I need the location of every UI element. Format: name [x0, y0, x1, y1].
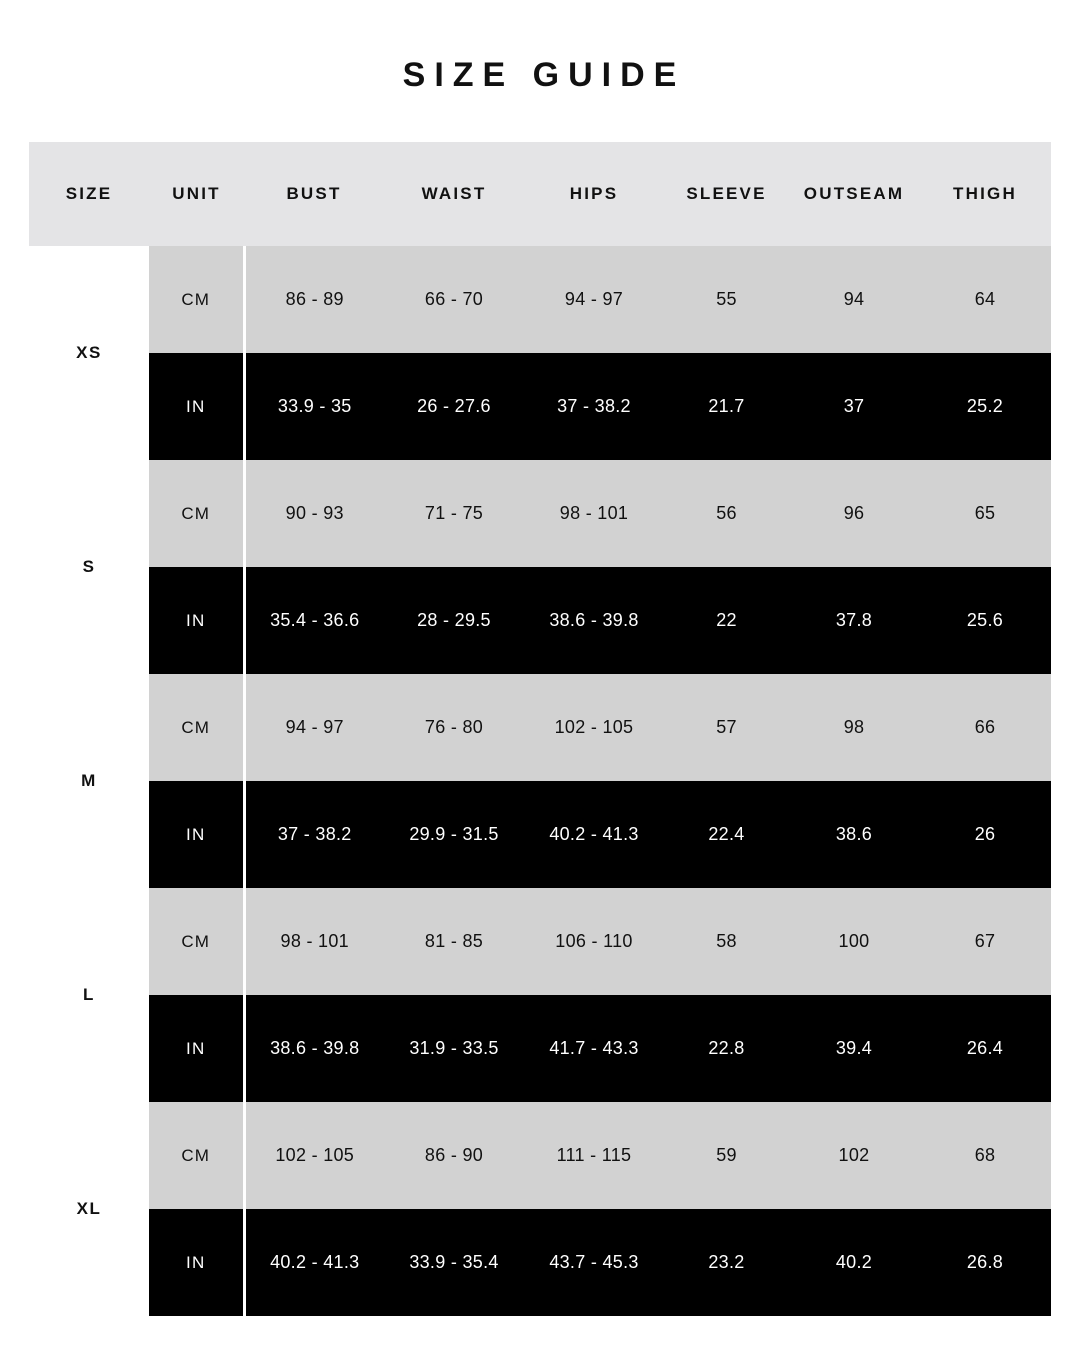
table-header: [29, 142, 1051, 246]
cell-waist-cm: 66 - 70: [384, 246, 524, 353]
cell-hips-cm: 106 - 110: [524, 888, 664, 995]
cell-sleeve-cm: 59: [664, 1102, 789, 1209]
cell-sleeve-in: 23.2: [664, 1209, 789, 1316]
cell-outseam-cm: 100: [789, 888, 919, 995]
unit-cell-cm: CM: [149, 246, 244, 353]
cell-sleeve-in: 22: [664, 567, 789, 674]
cell-sleeve-in: 22.4: [664, 781, 789, 888]
table-row: [29, 781, 1051, 888]
cell-sleeve-cm: 55: [664, 246, 789, 353]
cell-bust-in: 33.9 - 35: [244, 353, 384, 460]
unit-cell-cm: CM: [149, 460, 244, 567]
cell-outseam-in: 39.4: [789, 995, 919, 1102]
cell-outseam-in: 37.8: [789, 567, 919, 674]
cell-waist-in: 31.9 - 33.5: [384, 995, 524, 1102]
cell-hips-in: 41.7 - 43.3: [524, 995, 664, 1102]
cell-thigh-in: 26.8: [919, 1209, 1051, 1316]
cell-sleeve-in: 22.8: [664, 995, 789, 1102]
table-row: [29, 460, 1051, 567]
cell-waist-in: 29.9 - 31.5: [384, 781, 524, 888]
cell-hips-in: 38.6 - 39.8: [524, 567, 664, 674]
cell-sleeve-in: 21.7: [664, 353, 789, 460]
cell-sleeve-cm: 57: [664, 674, 789, 781]
cell-sleeve-cm: 56: [664, 460, 789, 567]
cell-outseam-in: 37: [789, 353, 919, 460]
table-row: [29, 995, 1051, 1102]
cell-waist-cm: 76 - 80: [384, 674, 524, 781]
cell-waist-cm: 81 - 85: [384, 888, 524, 995]
size-label-xs: XS: [29, 246, 149, 460]
cell-bust-in: 40.2 - 41.3: [244, 1209, 384, 1316]
column-header-size: SIZE: [29, 142, 149, 246]
cell-hips-cm: 94 - 97: [524, 246, 664, 353]
cell-outseam-in: 40.2: [789, 1209, 919, 1316]
cell-bust-in: 38.6 - 39.8: [244, 995, 384, 1102]
unit-cell-cm: CM: [149, 674, 244, 781]
unit-cell-cm: CM: [149, 888, 244, 995]
unit-cell-in: IN: [149, 1209, 244, 1316]
cell-thigh-cm: 66: [919, 674, 1051, 781]
size-guide-table: [29, 142, 1051, 1316]
unit-cell-in: IN: [149, 353, 244, 460]
cell-bust-cm: 86 - 89: [244, 246, 384, 353]
column-header-outseam: OUTSEAM: [789, 142, 919, 246]
table-row: [29, 567, 1051, 674]
column-header-sleeve: SLEEVE: [664, 142, 789, 246]
cell-hips-in: 40.2 - 41.3: [524, 781, 664, 888]
cell-hips-in: 37 - 38.2: [524, 353, 664, 460]
cell-thigh-cm: 64: [919, 246, 1051, 353]
table-row: [29, 1209, 1051, 1316]
cell-thigh-in: 26.4: [919, 995, 1051, 1102]
cell-bust-cm: 98 - 101: [244, 888, 384, 995]
cell-waist-in: 26 - 27.6: [384, 353, 524, 460]
cell-bust-cm: 94 - 97: [244, 674, 384, 781]
unit-cell-in: IN: [149, 995, 244, 1102]
column-header-unit: UNIT: [149, 142, 244, 246]
cell-thigh-cm: 67: [919, 888, 1051, 995]
cell-thigh-cm: 65: [919, 460, 1051, 567]
table-row: [29, 674, 1051, 781]
page-title: SIZE GUIDE: [402, 56, 686, 94]
cell-bust-cm: 90 - 93: [244, 460, 384, 567]
cell-bust-in: 37 - 38.2: [244, 781, 384, 888]
cell-outseam-in: 38.6: [789, 781, 919, 888]
cell-waist-in: 33.9 - 35.4: [384, 1209, 524, 1316]
size-label-l: L: [29, 888, 149, 1102]
table-row: [29, 1102, 1051, 1209]
cell-thigh-in: 26: [919, 781, 1051, 888]
unit-cell-in: IN: [149, 567, 244, 674]
cell-thigh-in: 25.2: [919, 353, 1051, 460]
column-header-hips: HIPS: [524, 142, 664, 246]
table-row: [29, 353, 1051, 460]
cell-bust-cm: 102 - 105: [244, 1102, 384, 1209]
cell-hips-cm: 111 - 115: [524, 1102, 664, 1209]
cell-waist-in: 28 - 29.5: [384, 567, 524, 674]
column-header-waist: WAIST: [384, 142, 524, 246]
cell-outseam-cm: 96: [789, 460, 919, 567]
header-row: [29, 142, 1051, 246]
cell-sleeve-cm: 58: [664, 888, 789, 995]
cell-outseam-cm: 98: [789, 674, 919, 781]
cell-outseam-cm: 102: [789, 1102, 919, 1209]
column-header-thigh: THIGH: [919, 142, 1051, 246]
table-row: [29, 246, 1051, 353]
table-body: [29, 246, 1051, 1316]
size-label-m: M: [29, 674, 149, 888]
column-header-bust: BUST: [244, 142, 384, 246]
cell-bust-in: 35.4 - 36.6: [244, 567, 384, 674]
unit-cell-in: IN: [149, 781, 244, 888]
cell-thigh-cm: 68: [919, 1102, 1051, 1209]
size-label-s: S: [29, 460, 149, 674]
unit-cell-cm: CM: [149, 1102, 244, 1209]
table-row: [29, 888, 1051, 995]
cell-thigh-in: 25.6: [919, 567, 1051, 674]
cell-waist-cm: 71 - 75: [384, 460, 524, 567]
cell-hips-in: 43.7 - 45.3: [524, 1209, 664, 1316]
cell-hips-cm: 102 - 105: [524, 674, 664, 781]
cell-waist-cm: 86 - 90: [384, 1102, 524, 1209]
cell-outseam-cm: 94: [789, 246, 919, 353]
size-label-xl: XL: [29, 1102, 149, 1316]
cell-hips-cm: 98 - 101: [524, 460, 664, 567]
